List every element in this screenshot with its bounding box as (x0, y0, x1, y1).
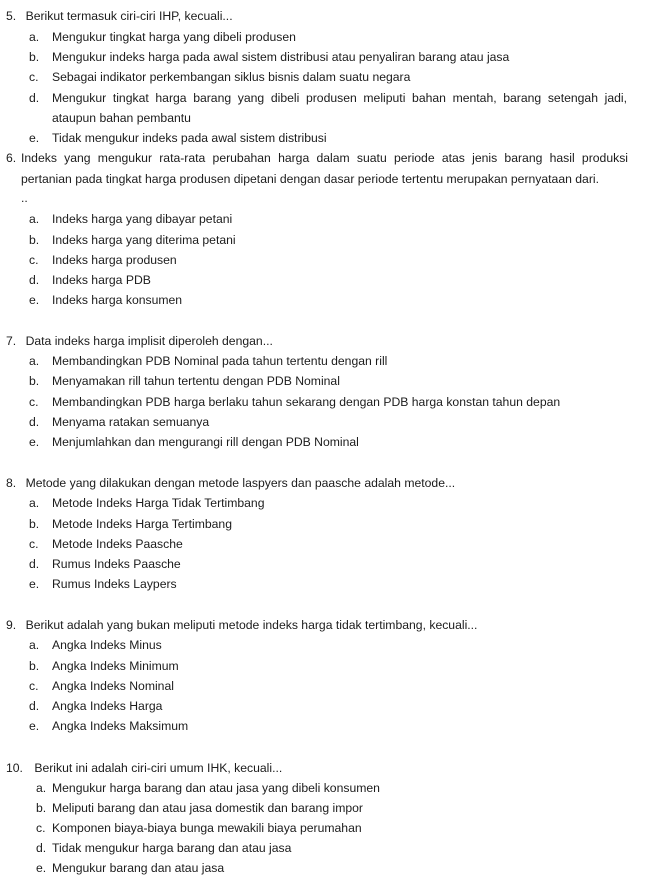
option-text: Angka Indeks Maksimum (52, 719, 189, 733)
question-number: 8. (6, 476, 17, 490)
question-7 (6, 333, 273, 349)
option-letter: c. (36, 821, 46, 835)
option-letter: c. (29, 395, 39, 409)
option-letter: c. (29, 70, 39, 84)
option-text: Metode Indeks Harga Tertimbang (52, 517, 232, 531)
option-text: Mengukur tingkat harga yang dibeli produsen (52, 30, 296, 44)
option-text: Angka Indeks Minus (52, 638, 162, 652)
option-letter: e. (29, 577, 40, 591)
option-letter: d. (29, 557, 40, 571)
option-text: Metode Indeks Harga Tidak Tertimbang (52, 496, 265, 510)
question-6-text-line3: .. (21, 191, 28, 205)
option-text: Mengukur harga barang dan atau jasa yang dibeli konsumen (52, 781, 380, 795)
option-text: Rumus Indeks Paasche (52, 557, 181, 571)
option-text: Indeks harga yang dibayar petani (52, 212, 233, 226)
option-text: Angka Indeks Minimum (52, 659, 179, 673)
option-letter: d. (29, 273, 40, 287)
option-letter: a. (29, 354, 40, 368)
option-letter: a. (29, 212, 40, 226)
question-10 (6, 760, 282, 776)
option-letter: d. (29, 699, 40, 713)
option-letter: c. (29, 537, 39, 551)
option-letter: e. (29, 435, 40, 449)
question-5 (6, 8, 233, 24)
option-letter: a. (29, 638, 40, 652)
question-text: Berikut ini adalah ciri-ciri umum IHK, kecuali... (34, 761, 283, 775)
option-letter: b. (29, 233, 40, 247)
question-6-text-line2: pertanian pada tingkat harga produsen dipetani dengan dasar periode tertentu merupakan pernyataan dari. (21, 172, 599, 186)
option-letter: c. (29, 253, 39, 267)
option-text: Rumus Indeks Laypers (52, 577, 177, 591)
option-letter: b. (29, 517, 40, 531)
option-text: Mengukur barang dan atau jasa (52, 861, 225, 875)
option-letter: a. (29, 30, 40, 44)
question-6-number: 6. (6, 151, 17, 165)
option-text: Mengukur indeks harga pada awal sistem distribusi atau penyaliran barang atau jasa (52, 50, 510, 64)
option-text: Angka Indeks Harga (52, 699, 163, 713)
option-5d-continued: ataupun bahan pembantu (52, 111, 191, 125)
option-text: Meliputi barang dan atau jasa domestik dan barang impor (52, 801, 363, 815)
option-text: Menyama ratakan semuanya (52, 415, 210, 429)
option-letter: c. (29, 679, 39, 693)
option-letter: e. (36, 861, 47, 875)
option-text: Menjumlahkan dan mengurangi rill dengan PDB Nominal (52, 435, 359, 449)
option-text: Indeks harga yang diterima petani (52, 233, 236, 247)
option-letter: e. (29, 719, 40, 733)
option-letter: a. (29, 496, 40, 510)
option-text: Angka Indeks Nominal (52, 679, 174, 693)
question-text: Metode yang dilakukan dengan metode laspyers dan paasche adalah metode... (25, 476, 456, 490)
option-letter: b. (36, 801, 47, 815)
option-text: Metode Indeks Paasche (52, 537, 183, 551)
option-text: Sebagai indikator perkembangan siklus bisnis dalam suatu negara (52, 70, 411, 84)
option-letter: d. (36, 841, 47, 855)
option-text: Tidak mengukur harga barang dan atau jasa (52, 841, 292, 855)
option-text: Komponen biaya-biaya bunga mewakili biaya perumahan (52, 821, 362, 835)
option-text: Tidak mengukur indeks pada awal sistem distribusi (52, 131, 327, 145)
option-text: Membandingkan PDB Nominal pada tahun tertentu dengan rill (52, 354, 388, 368)
option-text: Indeks harga produsen (52, 253, 177, 267)
option-text: Indeks harga konsumen (52, 293, 183, 307)
question-6-text-line1: Indeks yang mengukur rata-rata perubahan harga dalam suatu periode atas jenis barang hasil produksi (21, 151, 628, 165)
question-text: Berikut termasuk ciri-ciri IHP, kecuali... (25, 9, 233, 23)
option-text: Menyamakan rill tahun tertentu dengan PDB Nominal (52, 374, 340, 388)
option-letter: d. (29, 415, 40, 429)
option-letter: b. (29, 50, 40, 64)
question-text: Berikut adalah yang bukan meliputi metode indeks harga tidak tertimbang, kecuali... (25, 618, 478, 632)
option-letter: b. (29, 659, 40, 673)
question-number: 9. (6, 618, 17, 632)
question-number: 5. (6, 9, 17, 23)
question-text: Data indeks harga implisit diperoleh dengan... (25, 334, 273, 348)
option-text: Indeks harga PDB (52, 273, 151, 287)
option-letter: b. (29, 374, 40, 388)
option-text: Mengukur tingkat harga barang yang dibeli produsen meliputi bahan mentah, barang setengah jadi, (52, 91, 627, 105)
option-letter: e. (29, 293, 40, 307)
option-letter: a. (36, 781, 47, 795)
option-text: Membandingkan PDB harga berlaku tahun sekarang dengan PDB harga konstan tahun depan (52, 395, 561, 409)
question-number: 7. (6, 334, 17, 348)
question-8 (6, 475, 455, 491)
question-9 (6, 617, 477, 633)
option-letter: e. (29, 131, 40, 145)
option-letter: d. (29, 91, 40, 105)
question-number: 10. (6, 761, 23, 775)
